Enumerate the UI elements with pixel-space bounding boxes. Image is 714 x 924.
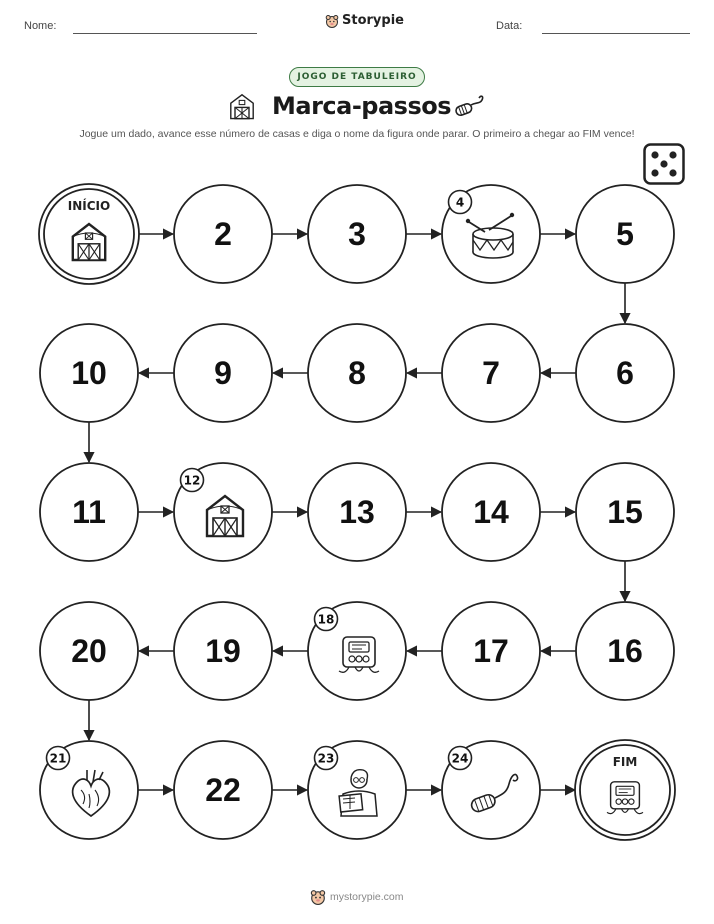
square-number: 9 [214, 355, 232, 391]
board-square-22 [174, 741, 272, 839]
board-square-20 [40, 602, 138, 700]
square-number: 8 [348, 355, 366, 391]
brand-name: Storypie [342, 13, 404, 28]
square-number: 10 [71, 355, 107, 391]
square-number: 20 [71, 633, 107, 669]
board-square-10 [40, 324, 138, 422]
board-square-4 [442, 185, 540, 283]
game-type-badge: JOGO DE TABULEIRO [289, 67, 425, 87]
square-number: 6 [616, 355, 634, 391]
square-number: 22 [205, 772, 241, 808]
board-square-19 [174, 602, 272, 700]
board-square-14 [442, 463, 540, 561]
square-number: 19 [205, 633, 241, 669]
board-square-6 [576, 324, 674, 422]
square-number: 4 [455, 195, 465, 210]
instructions: Jogue um dado, avance esse número de casas e diga o nome da figura onde parar. O primeiro a chegar ao FIM vence! [79, 128, 635, 140]
footer-url: mystorypie.com [330, 891, 404, 903]
board-square-18 [308, 602, 406, 700]
board-square-7 [442, 324, 540, 422]
board-square-8 [308, 324, 406, 422]
square-number: 5 [616, 216, 634, 252]
date-label: Data: [496, 20, 523, 32]
storypie-logo-icon [310, 889, 326, 905]
board-square-12 [174, 463, 272, 561]
board-square-5 [576, 185, 674, 283]
square-number: 21 [49, 751, 67, 766]
board-square-17 [442, 602, 540, 700]
board-square-23 [308, 741, 406, 839]
square-number: 3 [348, 216, 366, 252]
board-square-11 [40, 463, 138, 561]
board-square-24 [442, 741, 540, 839]
board-square-21 [40, 741, 138, 839]
board-square-25 [575, 740, 675, 840]
square-number: 15 [607, 494, 643, 530]
square-number: 2 [214, 216, 232, 252]
pacemaker-device-icon [339, 637, 379, 672]
square-number: 14 [473, 494, 509, 530]
start-label: INÍCIO [67, 199, 111, 213]
board-square-13 [308, 463, 406, 561]
square-number: 23 [317, 751, 335, 766]
footer [310, 889, 404, 905]
square-number: 13 [339, 494, 375, 530]
square-number: 7 [482, 355, 500, 391]
board-square-15 [576, 463, 674, 561]
end-label: FIM [612, 755, 638, 769]
square-number: 24 [451, 751, 469, 766]
board-square-1 [39, 184, 139, 284]
pacemaker-device-icon [607, 782, 643, 814]
board-square-16 [576, 602, 674, 700]
square-number: 17 [473, 633, 509, 669]
page-title: Marca-passos [272, 92, 452, 120]
square-number: 18 [317, 612, 335, 627]
square-number: 16 [607, 633, 643, 669]
square-number: 11 [72, 494, 106, 530]
board-square-2 [174, 185, 272, 283]
name-label: Nome: [24, 20, 57, 32]
board-square-3 [308, 185, 406, 283]
board-square-9 [174, 324, 272, 422]
square-number: 12 [183, 473, 201, 488]
